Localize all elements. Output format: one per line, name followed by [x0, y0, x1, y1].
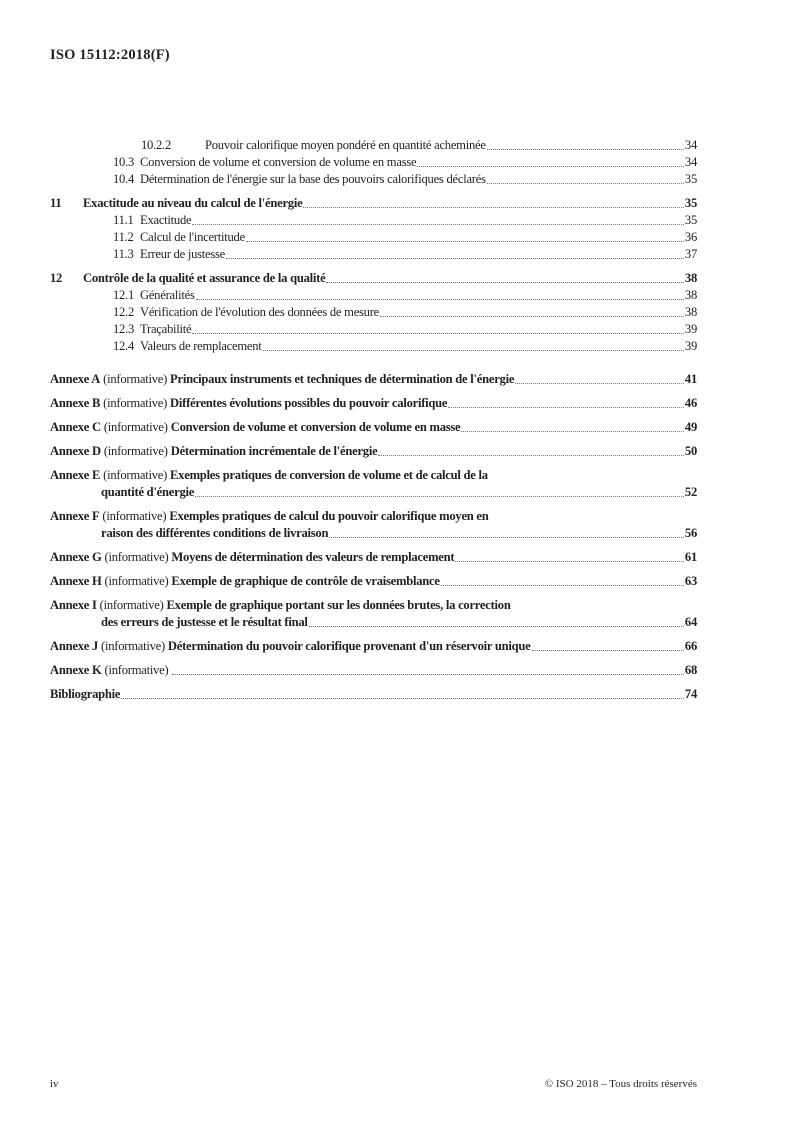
annex-row: [50, 395, 697, 412]
toc-entry[interactable]: [50, 287, 697, 304]
annex-type: (informative): [104, 574, 169, 588]
toc-entry-title: Conversion de volume et conversion de volume en masse: [140, 155, 417, 169]
annex-text: [50, 573, 440, 590]
toc-entry[interactable]: [50, 321, 697, 338]
dot-leader: [461, 430, 684, 432]
annex-type: (informative): [103, 444, 168, 458]
toc-entry-page: 37: [684, 247, 697, 261]
annex-label: Annexe K: [50, 663, 102, 677]
annex-label: Annexe C: [50, 420, 101, 434]
dot-leader: [448, 406, 684, 408]
toc-entry-number: 12.4: [113, 339, 135, 353]
toc-entry-page: 36: [684, 230, 697, 244]
bibliography-page: 74: [684, 687, 697, 701]
annex-text: [50, 638, 531, 655]
annex-row: [50, 443, 697, 460]
toc-entry[interactable]: [50, 137, 697, 154]
annex-title: Différentes évolutions possibles du pouvoir calorifique: [170, 396, 448, 410]
annex-title-line: [50, 508, 697, 525]
annex-page: 66: [684, 639, 697, 653]
toc-entry[interactable]: [50, 229, 697, 246]
annex-title-line-2: [50, 484, 697, 501]
annex-row: [50, 573, 697, 590]
annex-title: Exemples pratiques de conversion de volume et de calcul de la: [170, 468, 488, 482]
annex-text: [50, 395, 447, 412]
page-number: iv: [50, 1078, 59, 1090]
annex-entry[interactable]: [50, 549, 697, 566]
annex-entry[interactable]: [50, 508, 697, 542]
annex-text: [50, 371, 514, 388]
toc-entry-number: 11.1: [113, 213, 134, 227]
toc-entry[interactable]: [50, 304, 697, 321]
toc-entry-number: 11: [50, 196, 62, 210]
toc-entry-title: Contrôle de la qualité et assurance de la qualité: [83, 271, 326, 285]
annex-entry[interactable]: [50, 573, 697, 590]
annex-label: Annexe H: [50, 574, 102, 588]
toc-entry-page: 34: [684, 138, 697, 152]
annex-text: [50, 443, 377, 460]
annex-type: (informative): [102, 509, 167, 523]
dot-leader: [263, 349, 684, 351]
toc-entry-page: 35: [684, 213, 697, 227]
dot-leader: [192, 332, 684, 334]
annex-title: Exemples pratiques de calcul du pouvoir calorifique moyen en: [169, 509, 489, 523]
dot-leader: [455, 560, 684, 562]
toc-entry-page: 39: [684, 322, 697, 336]
annex-entry[interactable]: [50, 419, 697, 436]
dot-leader: [326, 281, 683, 283]
annex-text: [50, 549, 454, 566]
annex-type: (informative): [99, 598, 164, 612]
toc-entry[interactable]: [50, 154, 697, 171]
toc-entry[interactable]: [50, 246, 697, 263]
toc-entry[interactable]: [50, 212, 697, 229]
dot-leader: [195, 495, 684, 497]
annex-title-continued: des erreurs de justesse et le résultat final: [101, 615, 308, 629]
dot-leader: [246, 240, 684, 242]
dot-leader: [303, 206, 683, 208]
annex-entry[interactable]: [50, 467, 697, 501]
toc-entry-page: 35: [684, 172, 697, 186]
toc-entry-page: 39: [684, 339, 697, 353]
annex-page: 61: [684, 550, 697, 564]
annex-page: 49: [684, 420, 697, 434]
annex-page: 68: [684, 663, 697, 677]
annex-title-line-2: [50, 525, 697, 542]
annex-entry[interactable]: [50, 443, 697, 460]
annex-title-line-2: [50, 614, 697, 631]
toc-entry-title: Exactitude: [140, 213, 192, 227]
toc-entry[interactable]: [50, 195, 697, 212]
annex-label: Annexe A: [50, 372, 101, 386]
toc-entry[interactable]: [50, 338, 697, 355]
dot-leader: [532, 649, 684, 651]
annex-page: 46: [684, 396, 697, 410]
annex-text: [50, 419, 460, 436]
toc-entry-title: Généralités: [140, 288, 195, 302]
annex-row: [50, 371, 697, 388]
annex-page: 50: [684, 444, 697, 458]
annex-entry[interactable]: [50, 662, 697, 679]
toc-entry-number: 11.3: [113, 247, 134, 261]
table-of-contents: [50, 137, 697, 703]
dot-leader: [121, 697, 684, 699]
dot-leader: [226, 257, 684, 259]
dot-leader: [487, 148, 684, 150]
annex-type: (informative): [104, 663, 169, 677]
annex-type: (informative): [103, 372, 168, 386]
annex-page: 63: [684, 574, 697, 588]
annex-title: Exemple de graphique de contrôle de vraisemblance: [171, 574, 440, 588]
toc-entry-page: 34: [684, 155, 697, 169]
dot-leader: [417, 165, 684, 167]
dot-leader: [192, 223, 684, 225]
toc-entry-title: Traçabilité: [140, 322, 192, 336]
toc-entry-number: 12.2: [113, 305, 135, 319]
dot-leader: [329, 536, 684, 538]
annex-row: [50, 419, 697, 436]
annex-type: (informative): [103, 396, 168, 410]
toc-entry-number: 12.1: [113, 288, 135, 302]
bibliography-entry[interactable]: [50, 686, 697, 703]
dot-leader: [378, 454, 683, 456]
annex-page: 52: [684, 485, 697, 499]
dot-leader: [441, 584, 684, 586]
annex-label: Annexe J: [50, 639, 99, 653]
copyright: © ISO 2018 – Tous droits réservés: [544, 1078, 697, 1090]
annex-row: [50, 662, 697, 679]
dot-leader: [515, 382, 684, 384]
toc-entry[interactable]: [50, 171, 697, 188]
annex-type: (informative): [101, 639, 165, 653]
annex-title: Principaux instruments et techniques de détermination de l'énergie: [170, 372, 515, 386]
annex-title-continued: raison des différentes conditions de livraison: [101, 526, 329, 540]
annex-title: Moyens de détermination des valeurs de remplacement: [171, 550, 455, 564]
dot-leader: [380, 315, 684, 317]
annex-entry[interactable]: [50, 371, 697, 388]
annex-title-line: [50, 597, 697, 614]
annex-page: 56: [684, 526, 697, 540]
annex-text: [50, 662, 171, 679]
dot-leader: [309, 625, 684, 627]
toc-entry[interactable]: [50, 270, 697, 287]
document-header: ISO 15112:2018(F): [50, 47, 170, 63]
annex-entry[interactable]: [50, 597, 697, 631]
toc-entry-title: Exactitude au niveau du calcul de l'énergie: [83, 196, 303, 210]
annex-label: Annexe D: [50, 444, 101, 458]
toc-entry-page: 38: [684, 305, 697, 319]
toc-entry-number: 10.3: [113, 155, 135, 169]
annex-title-continued: quantité d'énergie: [101, 485, 195, 499]
toc-entry-title: Vérification de l'évolution des données de mesure: [140, 305, 380, 319]
dot-leader: [172, 673, 683, 675]
bibliography-title: Bibliographie: [50, 687, 121, 701]
toc-entry-number: 10.2.2: [141, 138, 171, 152]
annex-label: Annexe E: [50, 468, 101, 482]
annex-label: Annexe F: [50, 509, 100, 523]
toc-entry-number: 10.4: [113, 172, 135, 186]
annex-entry[interactable]: [50, 638, 697, 655]
toc-entry-page: 38: [684, 288, 697, 302]
toc-entry-title: Erreur de justesse: [140, 247, 226, 261]
toc-entry-title: Détermination de l'énergie sur la base des pouvoirs calorifiques déclarés: [140, 172, 486, 186]
annex-label: Annexe G: [50, 550, 102, 564]
toc-entry-number: 11.2: [113, 230, 134, 244]
annex-title: Exemple de graphique portant sur les données brutes, la correction: [166, 598, 511, 612]
annex-page: 41: [684, 372, 697, 386]
annex-type: (informative): [104, 550, 169, 564]
annex-title-line: [50, 467, 697, 484]
annex-page: 64: [684, 615, 697, 629]
annex-row: [50, 549, 697, 566]
annex-title: Détermination incrémentale de l'énergie: [170, 444, 378, 458]
toc-entry-page: 35: [684, 196, 697, 210]
annex-title: Détermination du pouvoir calorifique provenant d'un réservoir unique: [167, 639, 531, 653]
toc-entry-title: Calcul de l'incertitude: [140, 230, 245, 244]
toc-entry-number: 12: [50, 271, 63, 285]
dot-leader: [487, 182, 684, 184]
annex-entry[interactable]: [50, 395, 697, 412]
annex-row: [50, 638, 697, 655]
toc-entry-title: Pouvoir calorifique moyen pondéré en quantité acheminée: [205, 138, 486, 152]
dot-leader: [196, 298, 684, 300]
annex-label: Annexe B: [50, 396, 101, 410]
annex-type: (informative): [103, 468, 168, 482]
toc-entry-page: 38: [684, 271, 697, 285]
annex-title: Conversion de volume et conversion de volume en masse: [170, 420, 461, 434]
annex-label: Annexe I: [50, 598, 97, 612]
toc-entry-number: 12.3: [113, 322, 135, 336]
toc-entry-title: Valeurs de remplacement: [140, 339, 262, 353]
annex-type: (informative): [103, 420, 168, 434]
